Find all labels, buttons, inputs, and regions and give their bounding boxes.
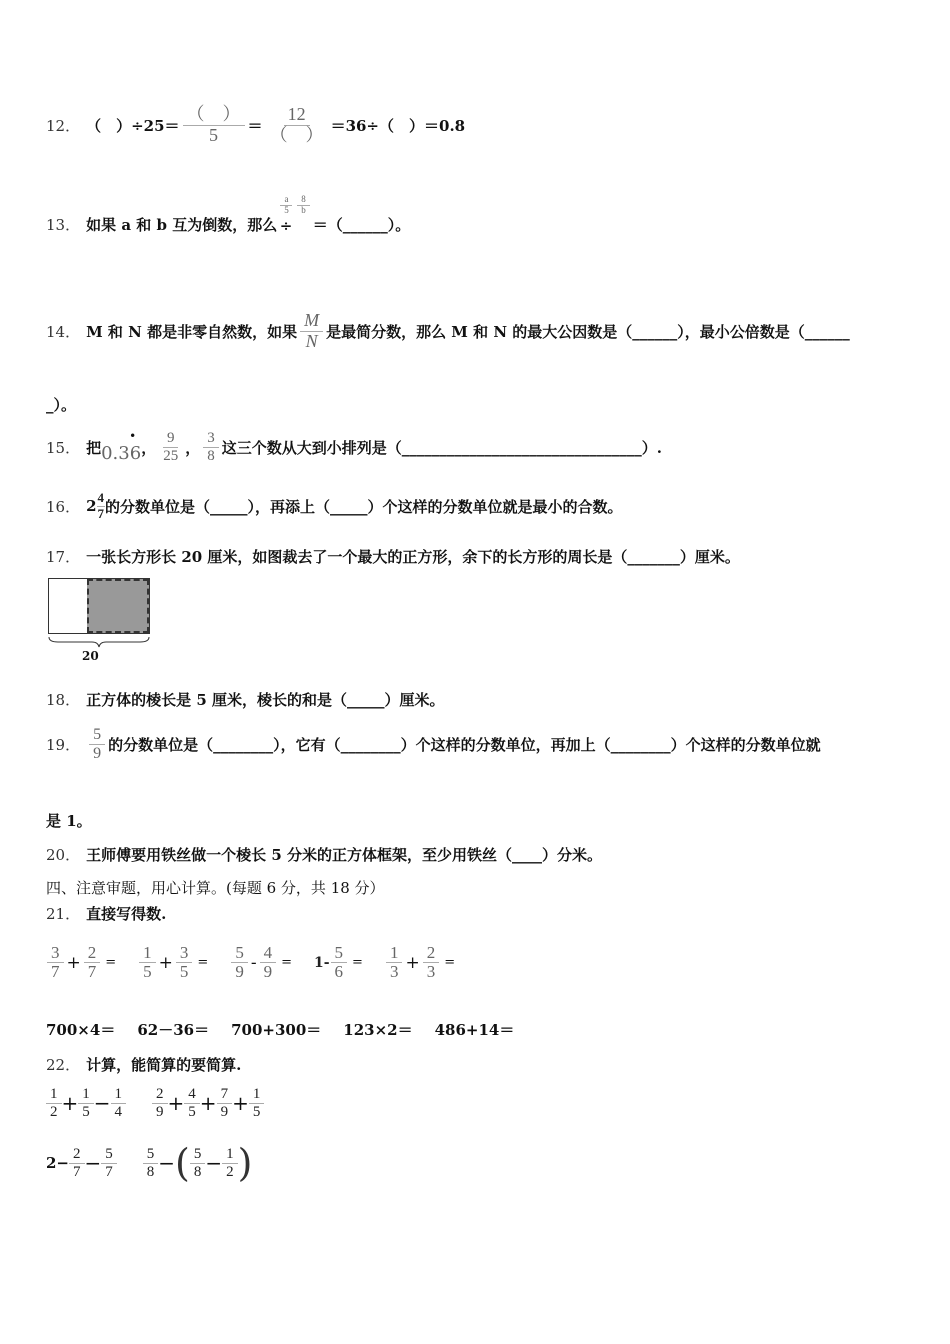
question-19 <box>46 720 821 768</box>
text: 这三个数从大到小排列是（________________________________）. <box>221 438 662 457</box>
question-21 <box>46 903 166 924</box>
text: 如果 a 和 b 互为倒数，那么 <box>86 216 278 234</box>
text: 的分数单位是（________），它有（________）个这样的分数单位，再加上（________）个这样的分数单位就 <box>108 735 821 754</box>
fraction <box>69 1146 85 1180</box>
question-number: 20． <box>46 846 81 864</box>
text: 正方体的棱长是 5 厘米，棱长的和是（_____）厘米。 <box>86 691 445 709</box>
fraction-exercises <box>46 934 477 982</box>
fraction <box>386 944 403 982</box>
exercise <box>230 944 292 982</box>
fraction: $\frac{5}{9}$ <box>89 726 105 762</box>
fraction <box>47 944 64 982</box>
numerator: 1 <box>111 1086 127 1104</box>
fraction: $\frac{M}{N}$ <box>300 311 323 352</box>
operator: + <box>199 1091 217 1115</box>
numerator: 1 <box>249 1086 265 1104</box>
numerator: 1 <box>222 1146 238 1164</box>
expression <box>152 1086 264 1120</box>
denominator: 7 <box>87 962 97 982</box>
text: 1- <box>313 954 330 971</box>
question-number: 15． <box>46 438 81 457</box>
question-19-continued <box>46 810 92 831</box>
denominator: 9 <box>220 1103 229 1120</box>
numerator: 5 <box>190 1146 206 1164</box>
exercise <box>385 944 455 982</box>
question-number: 13． <box>46 216 81 234</box>
text: ＝ <box>247 116 263 135</box>
text: ÷ <box>279 217 293 235</box>
numerator: 2 <box>84 944 101 964</box>
fraction <box>46 1086 62 1120</box>
operator: + <box>61 1091 79 1115</box>
text: 一张长方形长 20 厘米，如图裁去了一个最大的正方形，余下的长方形的周长是（_______）厘米。 <box>86 548 740 566</box>
numerator: 1 <box>78 1086 94 1104</box>
text: 的分数单位是（_____），再添上（_____）个这样的分数单位就是最小的合数。 <box>105 497 623 516</box>
question-14 <box>46 306 850 356</box>
question-number: 22． <box>46 1056 81 1074</box>
text: 是最简分数，那么 M 和 N 的最大公因数是（______），最小公倍数是（______ <box>326 322 850 341</box>
question-16 <box>46 484 623 528</box>
text: 计算，能简算的要简算. <box>86 1056 242 1074</box>
cut-square <box>87 579 149 633</box>
integer-exercises <box>46 1019 536 1040</box>
fraction <box>176 944 193 982</box>
fraction <box>222 1146 238 1180</box>
text: + <box>158 952 173 973</box>
text: 四、注意审题，用心计算。(每题 6 分，共 18 分） <box>46 879 385 897</box>
question-number: 21． <box>46 905 81 923</box>
exercise <box>314 944 363 982</box>
numerator: 4 <box>260 944 277 964</box>
text: 2 <box>86 497 97 515</box>
question-12 <box>46 100 465 150</box>
denominator: 8 <box>193 1163 202 1180</box>
numerator: 5 <box>331 944 348 964</box>
denominator: 2 <box>226 1163 234 1180</box>
denominator: 2 <box>50 1103 58 1120</box>
fraction <box>78 1086 94 1120</box>
question-number: 18． <box>46 691 81 709</box>
fraction <box>139 944 156 982</box>
denominator: 5 <box>143 962 152 982</box>
numerator: 5 <box>101 1146 117 1164</box>
question-20 <box>46 844 602 865</box>
numerator: 7 <box>217 1086 233 1104</box>
denominator: 9 <box>156 1103 164 1120</box>
text: 把 <box>86 438 102 457</box>
text: ， <box>185 438 201 457</box>
exercise: 62－36＝ <box>137 1021 210 1039</box>
text: + <box>405 952 420 973</box>
fraction: $\frac{9}{25}$ <box>163 430 179 464</box>
text: ＝（______）。 <box>312 216 411 234</box>
numerator: 3 <box>47 944 64 964</box>
question-number: 19． <box>46 735 81 754</box>
exercise <box>46 944 116 982</box>
operator: − <box>158 1151 176 1175</box>
expression <box>46 1146 117 1180</box>
fraction <box>111 1086 127 1120</box>
text: = <box>352 955 363 971</box>
question-number: 12． <box>46 116 81 135</box>
question-17 <box>46 546 740 567</box>
operator: + <box>232 1091 249 1115</box>
denominator: 5 <box>179 962 189 982</box>
brace-icon <box>48 636 150 648</box>
fraction: $\frac{3}{8}$ <box>203 430 219 464</box>
denominator: 5 <box>82 1103 90 1120</box>
numerator: 1 <box>386 944 403 964</box>
calc-row-2 <box>46 1140 252 1186</box>
fraction <box>84 944 101 982</box>
fraction: $\frac{( )}{5}$ <box>183 105 245 146</box>
exercise: 700×4＝ <box>46 1021 116 1039</box>
text: （ ）÷25＝ <box>86 116 180 135</box>
operator: − <box>84 1151 102 1175</box>
fraction <box>231 944 248 982</box>
text: = <box>444 955 456 971</box>
question-18 <box>46 689 444 710</box>
fraction <box>331 944 348 982</box>
question-22 <box>46 1054 241 1075</box>
operator: − <box>205 1151 223 1175</box>
denominator: 7 <box>105 1163 113 1180</box>
text: + <box>66 952 81 973</box>
denominator: 5 <box>188 1103 196 1120</box>
fraction: $\frac{4}{7}$ <box>97 490 105 521</box>
denominator: 7 <box>51 962 60 982</box>
question-number: 16． <box>46 497 81 516</box>
operator: + <box>167 1091 185 1115</box>
text: 直接写得数. <box>86 905 167 923</box>
numerator: 5 <box>143 1146 159 1164</box>
paren: ( <box>175 1141 190 1185</box>
denominator: 4 <box>114 1103 123 1120</box>
text: = <box>105 955 117 971</box>
fraction <box>260 944 277 982</box>
expression <box>46 1086 126 1120</box>
exercise: 700+300＝ <box>231 1021 322 1039</box>
exercise: 486+14＝ <box>434 1021 515 1039</box>
question-number: 17． <box>46 548 81 566</box>
question-number: 14． <box>46 322 81 341</box>
denominator: 9 <box>263 962 273 982</box>
calc-row-1 <box>46 1082 264 1124</box>
text: 2− <box>46 1154 70 1172</box>
operator: − <box>93 1091 111 1115</box>
fraction: $\frac{8}{b}$ <box>297 195 310 216</box>
fraction <box>249 1086 265 1120</box>
fraction <box>217 1086 233 1120</box>
denominator: 8 <box>146 1163 155 1180</box>
question-13 <box>46 195 410 235</box>
numerator: 1 <box>139 944 156 964</box>
figure-label: 20 <box>82 649 99 663</box>
exercise: 123×2＝ <box>343 1021 413 1039</box>
text: ＝36÷（ ）＝0.8 <box>330 116 466 135</box>
denominator: 3 <box>389 962 399 982</box>
text: = <box>281 955 292 971</box>
question-14-continued <box>46 394 76 415</box>
fraction <box>190 1146 206 1180</box>
paren: ) <box>237 1141 253 1185</box>
denominator: 7 <box>73 1163 81 1180</box>
fraction: $\frac{a}{5}$ <box>280 195 293 216</box>
numerator: 5 <box>231 944 248 964</box>
fraction <box>423 944 440 982</box>
numerator: 2 <box>152 1086 168 1104</box>
denominator: 3 <box>426 962 436 982</box>
fraction <box>184 1086 200 1120</box>
text: 是 1。 <box>46 812 92 830</box>
denominator: 5 <box>252 1103 261 1120</box>
fraction <box>101 1146 117 1180</box>
rectangle-figure <box>48 578 150 634</box>
text: - <box>250 952 257 973</box>
fraction <box>143 1146 159 1180</box>
text: _）。 <box>46 396 77 414</box>
section-heading <box>46 877 385 898</box>
denominator: 9 <box>235 962 244 982</box>
text: = <box>197 955 209 971</box>
text: M 和 N 都是非零自然数，如果 <box>86 322 298 341</box>
numerator: 2 <box>423 944 440 964</box>
exercise <box>138 944 208 982</box>
expression <box>143 1141 253 1185</box>
numerator: 2 <box>69 1146 85 1164</box>
numerator: 4 <box>184 1086 200 1104</box>
numerator: 3 <box>176 944 193 964</box>
question-15 <box>46 425 662 469</box>
text: 王师傅要用铁丝做一个棱长 5 分米的正方体框架，至少用铁丝（____）分米。 <box>86 846 602 864</box>
repeating-decimal: 0.36 • <box>101 428 142 464</box>
text: ， <box>141 438 157 457</box>
fraction: $\frac{12}{( )}$ <box>269 103 324 145</box>
denominator: 6 <box>334 962 344 982</box>
fraction <box>152 1086 168 1120</box>
numerator: 1 <box>46 1086 62 1104</box>
